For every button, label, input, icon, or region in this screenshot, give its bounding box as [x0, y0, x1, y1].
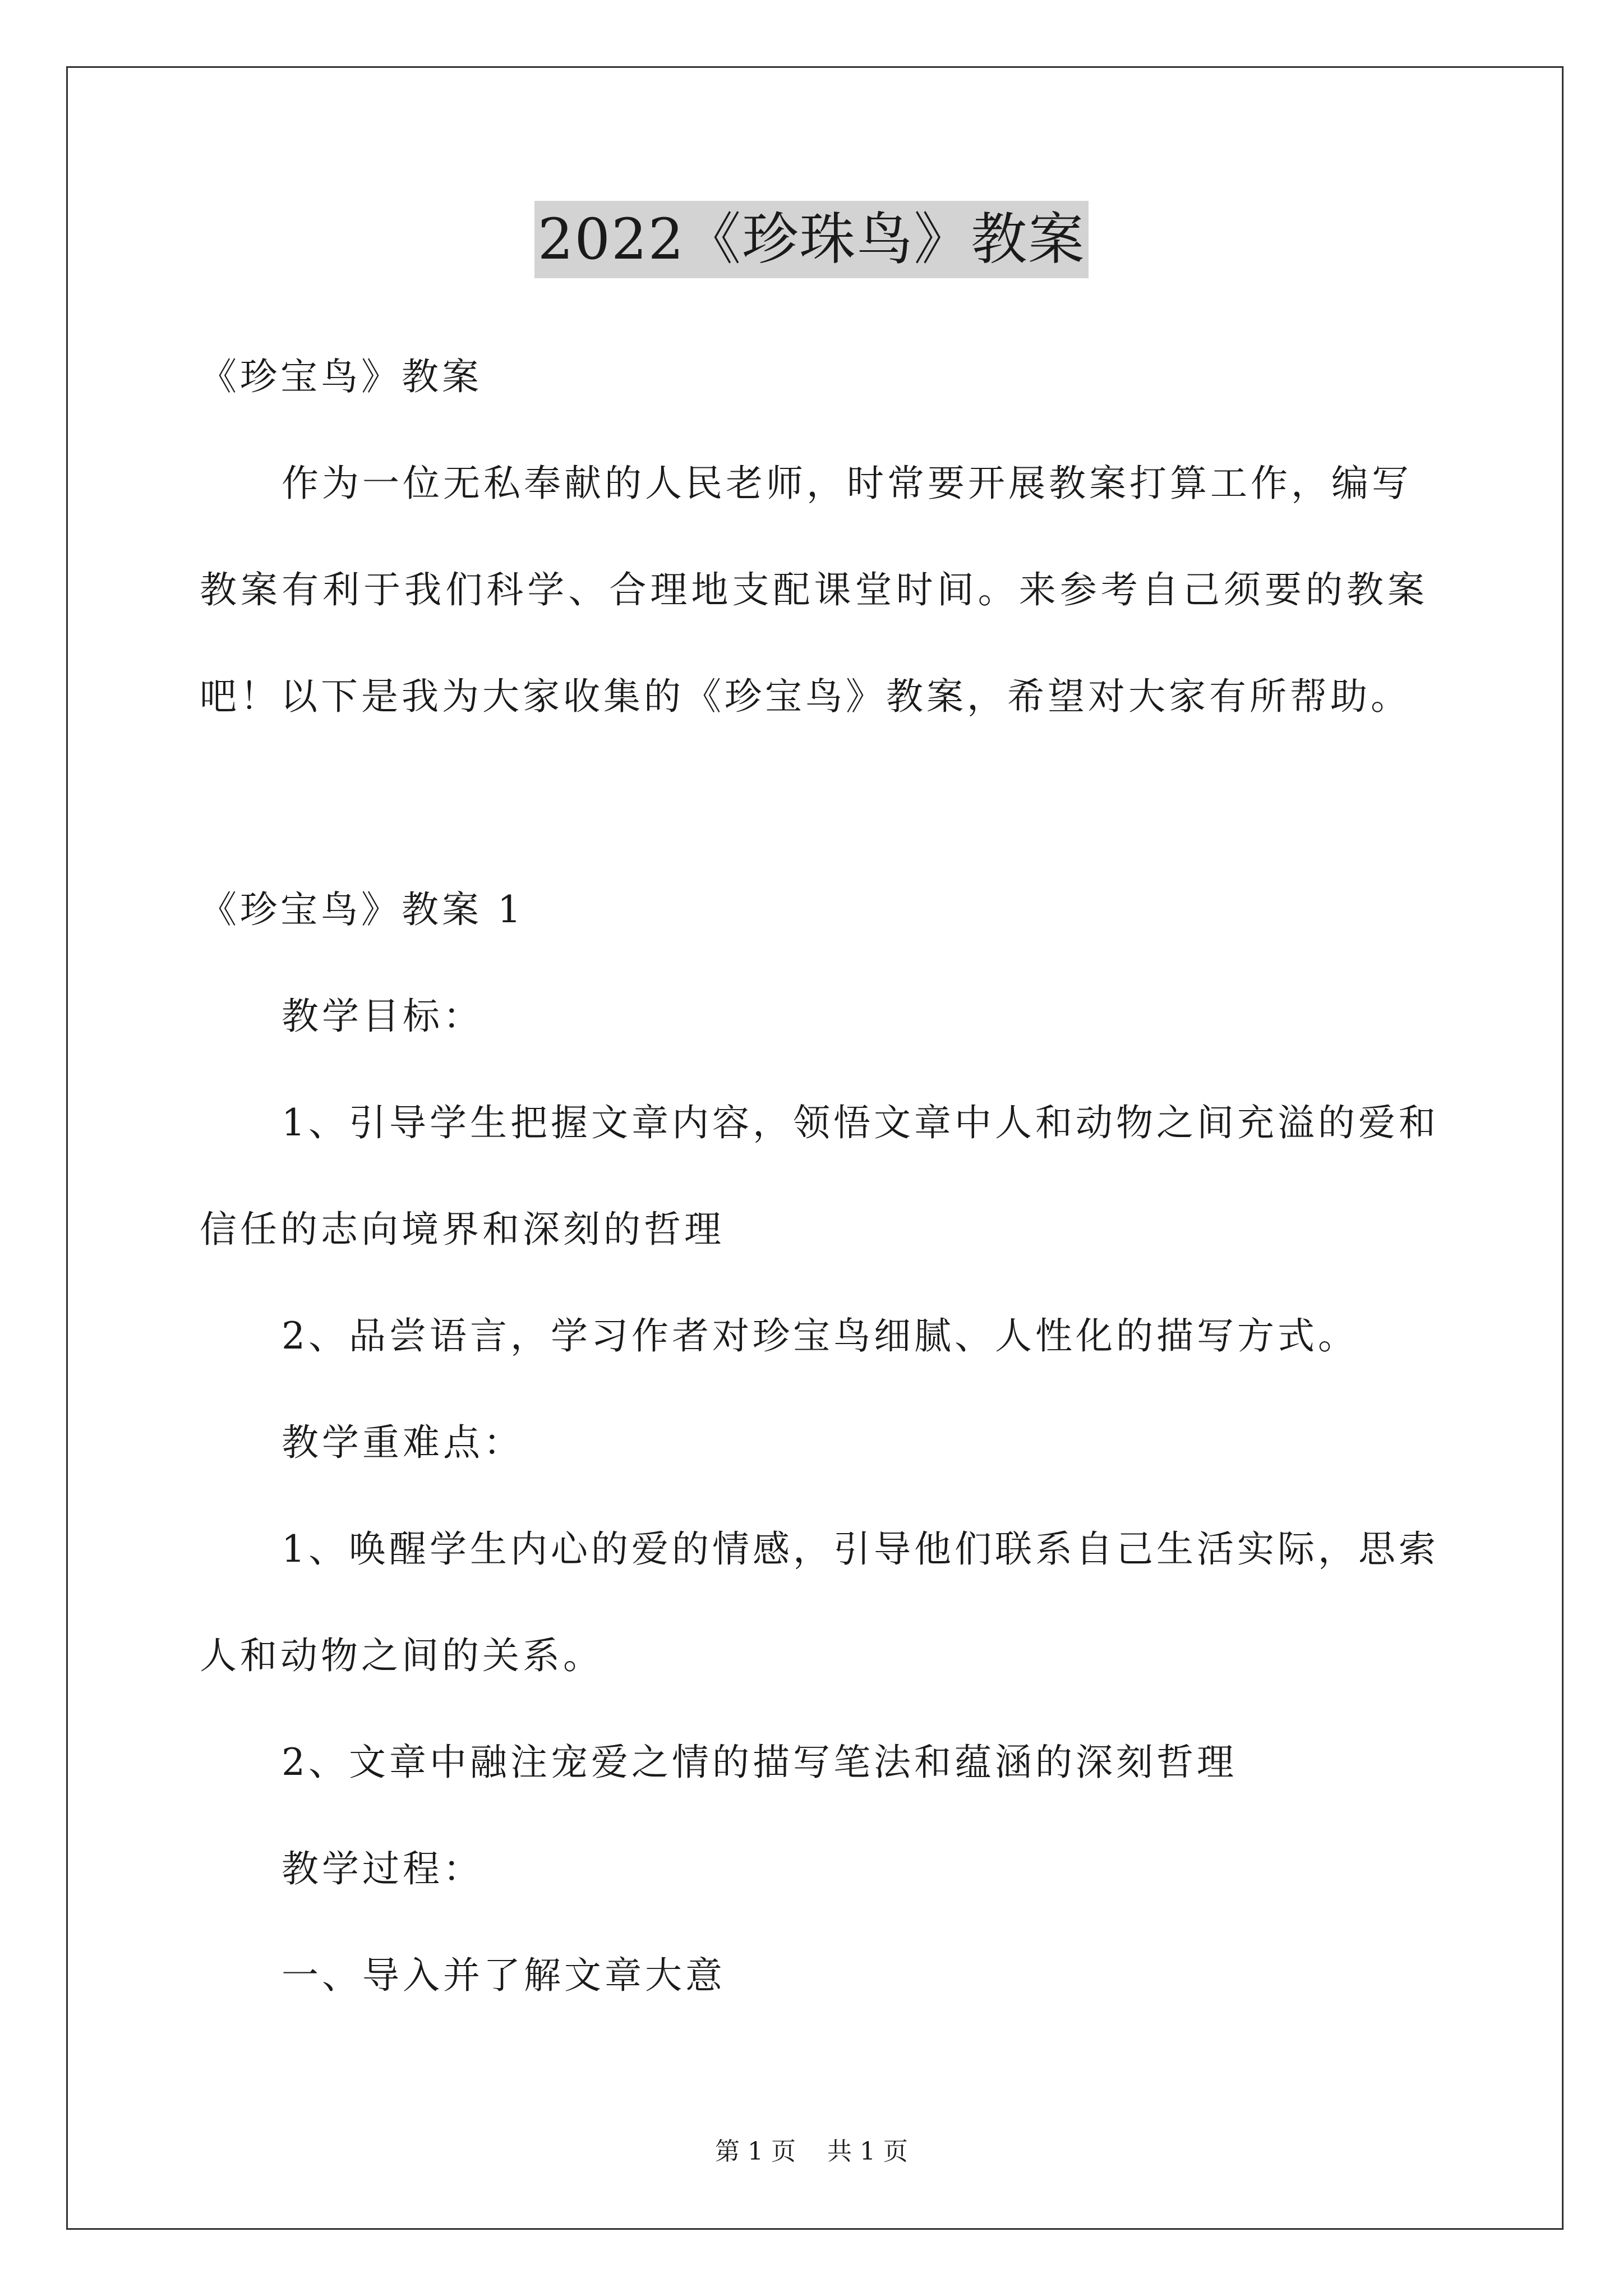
- paragraph-line: 人和动物之间的关系。: [200, 1634, 603, 1677]
- section-heading: 《珍宝鸟》教案 1: [200, 888, 524, 931]
- paragraph-line: 信任的志向境界和深刻的哲理: [200, 1208, 725, 1251]
- paragraph-line: 教学重难点：: [282, 1421, 524, 1464]
- page-number: 第 1 页 共 1 页: [715, 2137, 908, 2166]
- intro-line-3: 吧！以下是我为大家收集的《珍宝鸟》教案，希望对大家有所帮助。: [200, 675, 1411, 718]
- paragraph-line: 1、唤醒学生内心的爱的情感，引导他们联系自己生活实际，思索: [282, 1527, 1439, 1571]
- title-container: [0, 201, 1623, 278]
- paragraph-line: 教学目标：: [282, 995, 483, 1038]
- paragraph-line: 一、导入并了解文章大意: [282, 1954, 726, 1997]
- paragraph-line: 教学过程：: [282, 1847, 483, 1890]
- intro-line-2: 教案有利于我们科学、合理地支配课堂时间。来参考自己须要的教案: [200, 568, 1428, 611]
- paragraph-line: 1、引导学生把握文章内容，领悟文章中人和动物之间充溢的爱和: [282, 1101, 1439, 1144]
- subtitle-line: 《珍宝鸟》教案: [200, 355, 482, 398]
- document-title: 2022《珍珠鸟》教案: [534, 201, 1089, 278]
- paragraph-line: 2、文章中融注宠爱之情的描写笔法和蕴涵的深刻哲理: [282, 1741, 1237, 1784]
- intro-line-1: 作为一位无私奉献的人民老师，时常要开展教案打算工作，编写: [282, 462, 1412, 505]
- paragraph-line: 2、品尝语言，学习作者对珍宝鸟细腻、人性化的描写方式。: [282, 1314, 1358, 1358]
